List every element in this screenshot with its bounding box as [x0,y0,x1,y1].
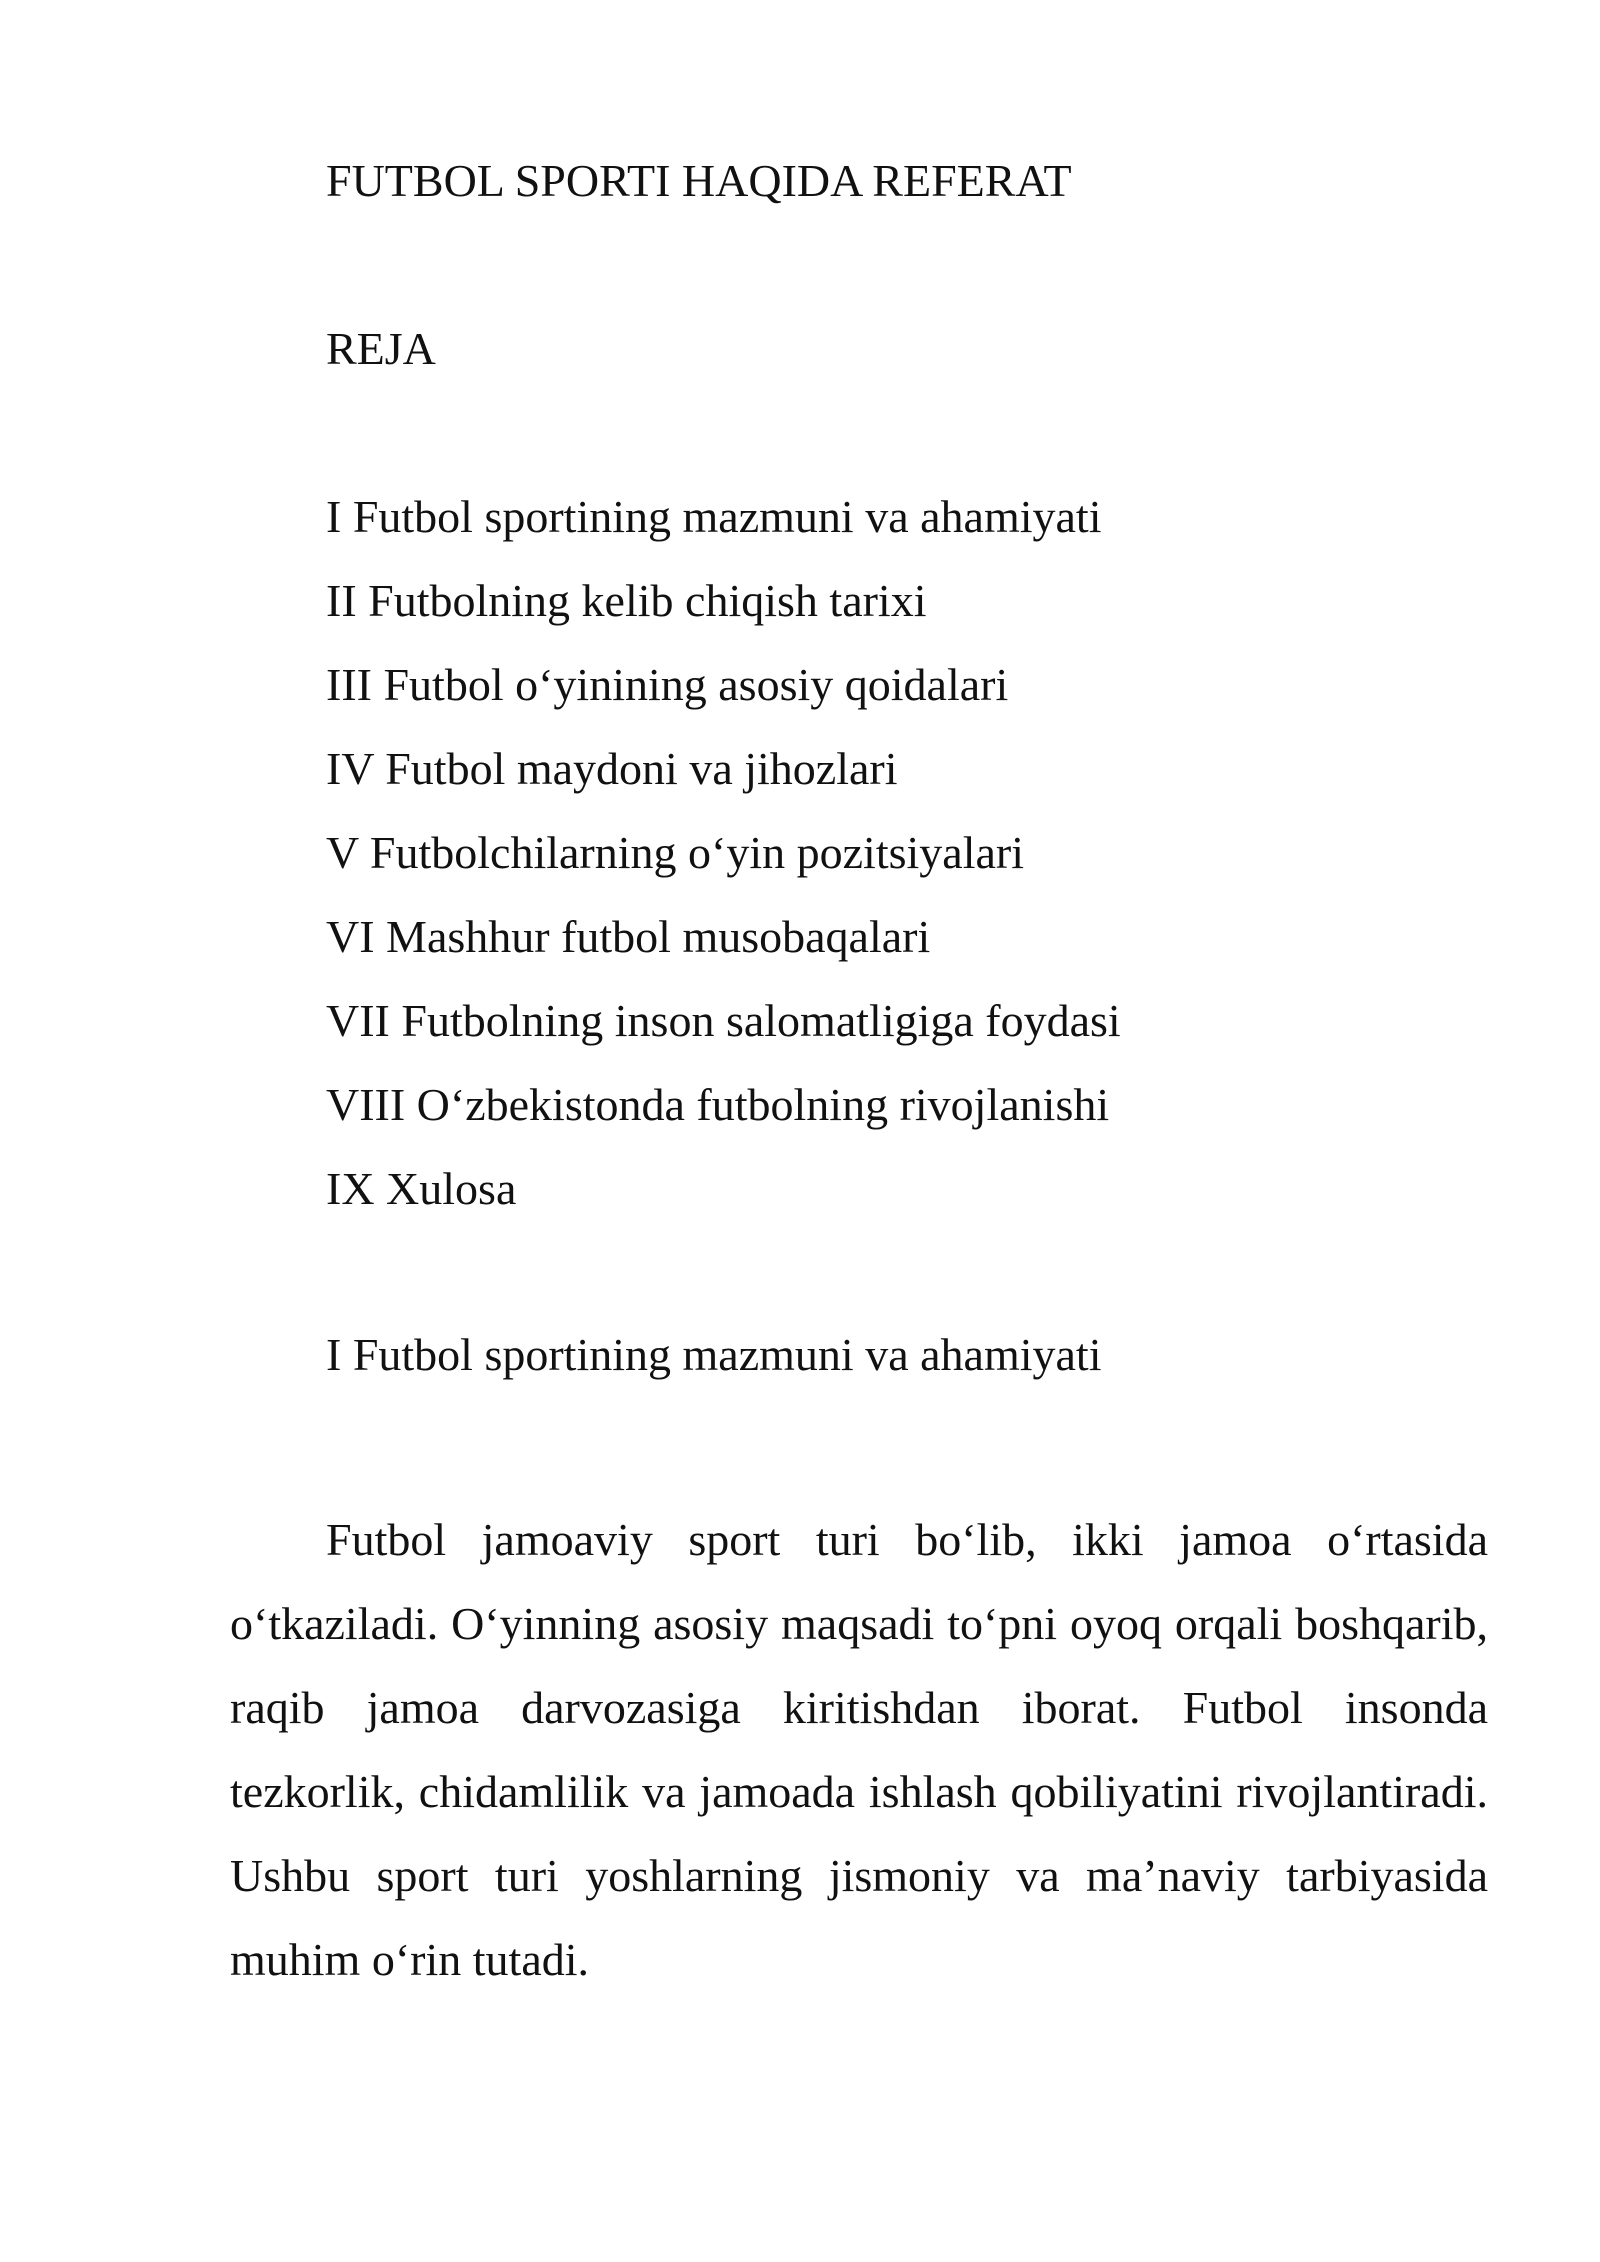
plan-item: VII Futbolning inson salomatligiga foydasi [326,995,1121,1046]
body-paragraph: Futbol jamoaviy sport turi bo‘lib, ikki jamoa o‘rtasida o‘tkaziladi. O‘yinning asosiy maqsadi to‘pni oyoq orqali boshqarib, raqib jamoa darvozasiga kiritishdan iborat. Futbol insonda tezkorlik, chidamlilik va jamoada ishlash qobiliyatini rivojlantiradi. Ushbu sport turi yoshlarning jismoniy va ma’naviy tarbiyasida muhim o‘rin tutadi. [230,1514,1488,1985]
plan-item: IV Futbol maydoni va jihozlari [326,743,898,794]
plan-item: VIII O‘zbekistonda futbolning rivojlanishi [326,1079,1110,1130]
plan-heading: REJA [326,323,436,374]
plan-item: VI Mashhur futbol musobaqalari [326,911,931,962]
document-title: FUTBOL SPORTI HAQIDA REFERAT [326,155,1072,206]
plan-item: I Futbol sportining mazmuni va ahamiyati [326,491,1102,542]
section-heading: I Futbol sportining mazmuni va ahamiyati [326,1329,1102,1380]
plan-list [326,491,1121,1250]
plan-item: II Futbolning kelib chiqish tarixi [326,575,927,626]
plan-item: IX Xulosa [326,1163,517,1214]
plan-item: III Futbol o‘yinining asosiy qoidalari [326,659,1009,710]
plan-item: V Futbolchilarning o‘yin pozitsiyalari [326,827,1024,878]
